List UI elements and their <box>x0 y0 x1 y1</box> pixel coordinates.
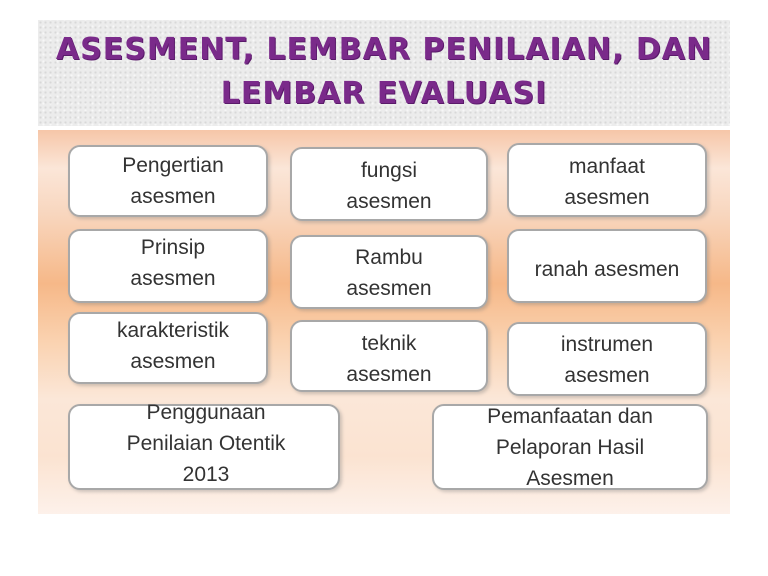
label-pemanfaatan-pelaporan: Pemanfaatan dan Pelaporan Hasil Asesmen <box>487 405 653 490</box>
label-fungsi-asesmen: fungsi asesmen <box>346 159 432 213</box>
slide-title <box>38 28 730 116</box>
box-penggunaan-penilaian-otentik[interactable] <box>68 404 340 490</box>
label-rambu-asesmen: Rambu asesmen <box>346 246 432 300</box>
box-fungsi-asesmen[interactable] <box>290 147 488 221</box>
box-teknik-asesmen[interactable] <box>290 320 488 392</box>
box-pengertian-asesmen[interactable] <box>68 145 268 217</box>
box-rambu-asesmen[interactable] <box>290 235 488 309</box>
label-pengertian-asesmen: Pengertian asesmen <box>122 154 224 208</box>
label-instrumen-asesmen: instrumen asesmen <box>560 333 654 387</box>
slide-title-line-2: LEMBAR EVALUASI <box>220 76 548 111</box>
box-ranah-asesmen[interactable] <box>507 229 707 303</box>
label-penggunaan-penilaian-otentik: Penggunaan Penilaian Otentik 2013 <box>126 401 286 486</box>
box-karakteristik-asesmen[interactable] <box>68 312 268 384</box>
box-pemanfaatan-pelaporan[interactable] <box>432 404 708 490</box>
slide-title-line-1: ASESMENT, LEMBAR PENILAIAN, DAN <box>55 32 713 67</box>
label-teknik-asesmen: teknik asesmen <box>346 332 432 386</box>
box-instrumen-asesmen[interactable] <box>507 322 707 396</box>
label-manfaat-asesmen: manfaat asesmen <box>564 155 650 209</box>
label-prinsip-asesmen: Prinsip asesmen <box>130 236 216 290</box>
box-prinsip-asesmen[interactable] <box>68 229 268 303</box>
box-manfaat-asesmen[interactable] <box>507 143 707 217</box>
label-ranah-asesmen: ranah asesmen <box>534 258 680 281</box>
label-karakteristik-asesmen: karakteristik asesmen <box>116 319 230 373</box>
